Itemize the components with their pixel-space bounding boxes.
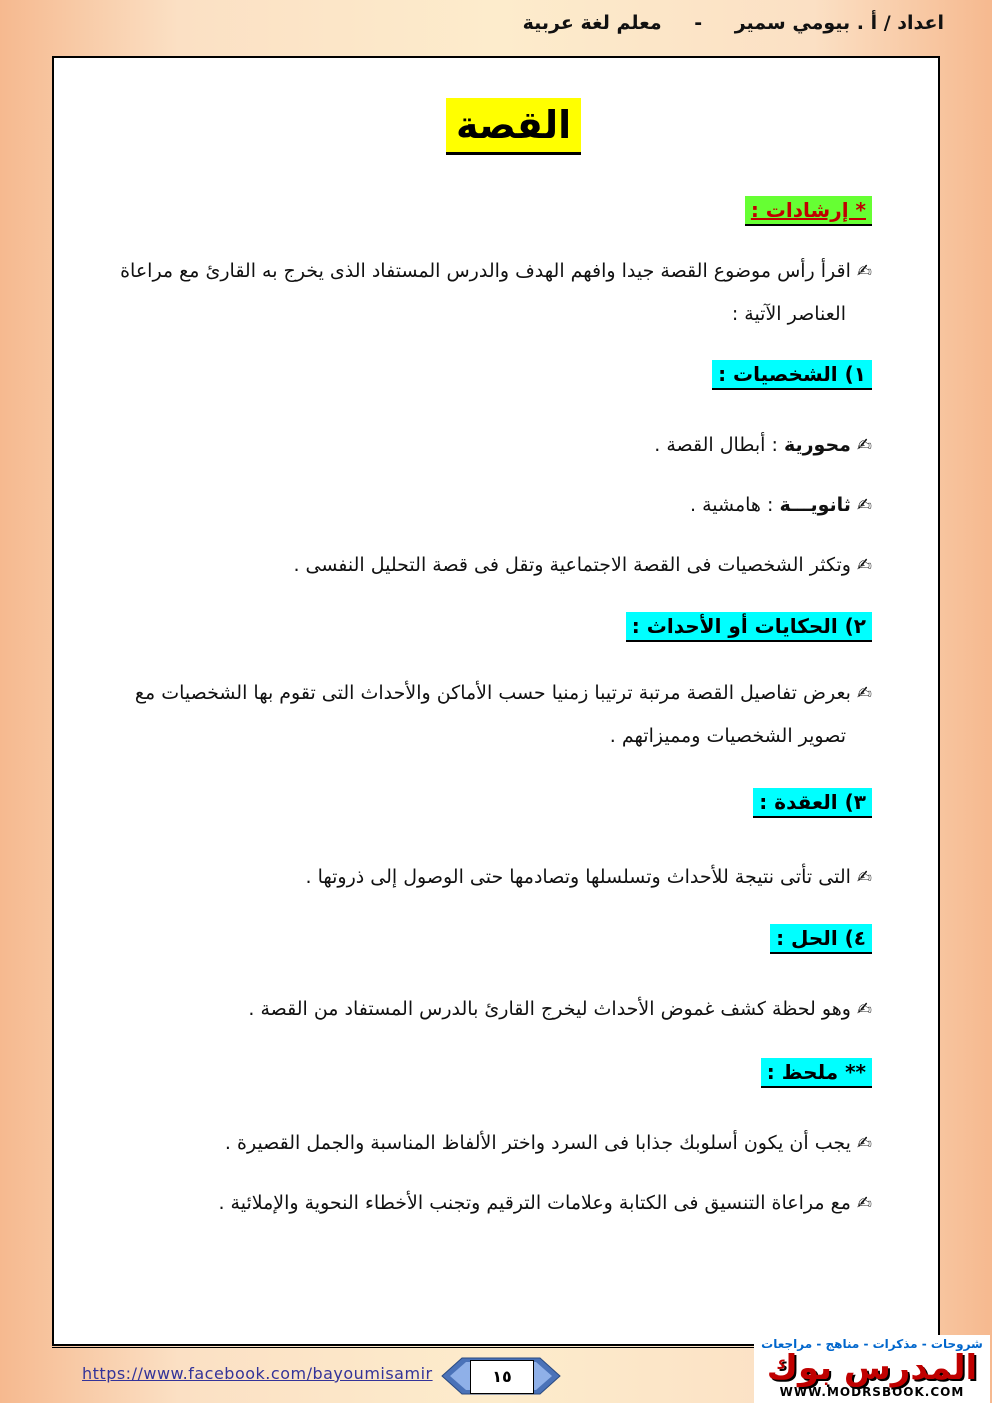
pen-bullet-icon: ✍ [856,1133,872,1154]
header-text [497,12,944,34]
pen-bullet-icon: ✍ [856,261,872,282]
logo-tagline: شروحات - مذكرات - مناهج - مراجعات [761,1337,983,1351]
note-text-1: يجب أن يكون أسلوبك جذابا فى السرد واختر الألفاظ المناسبة والجمل القصيرة . [224,1132,851,1154]
intro-line1: اقرأ رأس موضوع القصة جيدا وافهم الهدف والدرس المستفاد الذى يخرج به القارئ مع مراعاة [120,260,851,282]
page-header [0,0,992,54]
logo-name: المدرس بوك [766,1348,978,1388]
instructions-label-text: * إرشادات : [750,198,866,222]
secondary-characters-text: : هامشية . [690,494,780,516]
note-label: ** ملحظ : [761,1058,872,1088]
header-role: معلم لغة عربية [522,12,662,34]
pen-bullet-icon: ✍ [856,867,872,888]
secondary-characters-item [76,484,872,527]
events-label: ٢) الحكايات أو الأحداث : [626,612,872,642]
pen-bullet-icon: ✍ [856,999,872,1020]
logo-url: WWW.MODRSBOOK.COM [779,1385,965,1399]
events-line2: تصوير الشخصيات ومميزاتهم . [609,725,846,747]
page-title: القصة [446,98,581,155]
facebook-link[interactable]: https://www.facebook.com/bayoumisamir [82,1364,433,1383]
pen-bullet-icon: ✍ [856,435,872,456]
main-characters-item [76,424,872,467]
page-number-badge [440,1354,562,1398]
solution-label: ٤) الحل : [770,924,872,954]
pen-bullet-icon: ✍ [856,683,872,704]
characters-note-item [76,544,872,587]
events-line1: بعرض تفاصيل القصة مرتبة ترتيبا زمنيا حسب الأماكن والأحداث التى تقوم بها الشخصيات مع [134,682,851,704]
plot-label: ٣) العقدة : [753,788,872,818]
pen-bullet-icon: ✍ [856,495,872,516]
pen-bullet-icon: ✍ [856,1193,872,1214]
header-prepared: اعداد / أ . بيومي سمير [734,12,944,34]
site-logo[interactable] [754,1335,990,1403]
header-dash: - [694,12,703,34]
main-characters-term: محورية [783,434,851,456]
main-characters-text: : أبطال القصة . [654,434,784,456]
intro-paragraph [76,250,872,335]
plot-text: التى تأتى نتيجة للأحداث وتسلسلها وتصادمها حتى الوصول إلى ذروتها . [305,866,851,888]
note-item-1 [76,1122,872,1165]
intro-line2: العناصر الآتية : [731,303,846,325]
secondary-characters-term: ثانويـــة [779,494,851,516]
solution-item [76,988,872,1031]
pen-bullet-icon: ✍ [856,555,872,576]
page-number: ١٥ [470,1360,534,1394]
plot-item [76,856,872,899]
note-text-2: مع مراعاة التنسيق فى الكتابة وعلامات الترقيم وتجنب الأخطاء النحوية والإملائية . [218,1192,851,1214]
solution-text: وهو لحظة كشف غموض الأحداث ليخرج القارئ بالدرس المستفاد من القصة . [248,998,851,1020]
characters-label: ١) الشخصيات : [712,360,872,390]
note-item-2 [76,1182,872,1225]
instructions-label [745,196,872,226]
content-frame [52,56,940,1346]
characters-note-text: وتكثر الشخصيات فى القصة الاجتماعية وتقل فى قصة التحليل النفسى . [293,554,851,576]
events-paragraph [76,672,872,757]
